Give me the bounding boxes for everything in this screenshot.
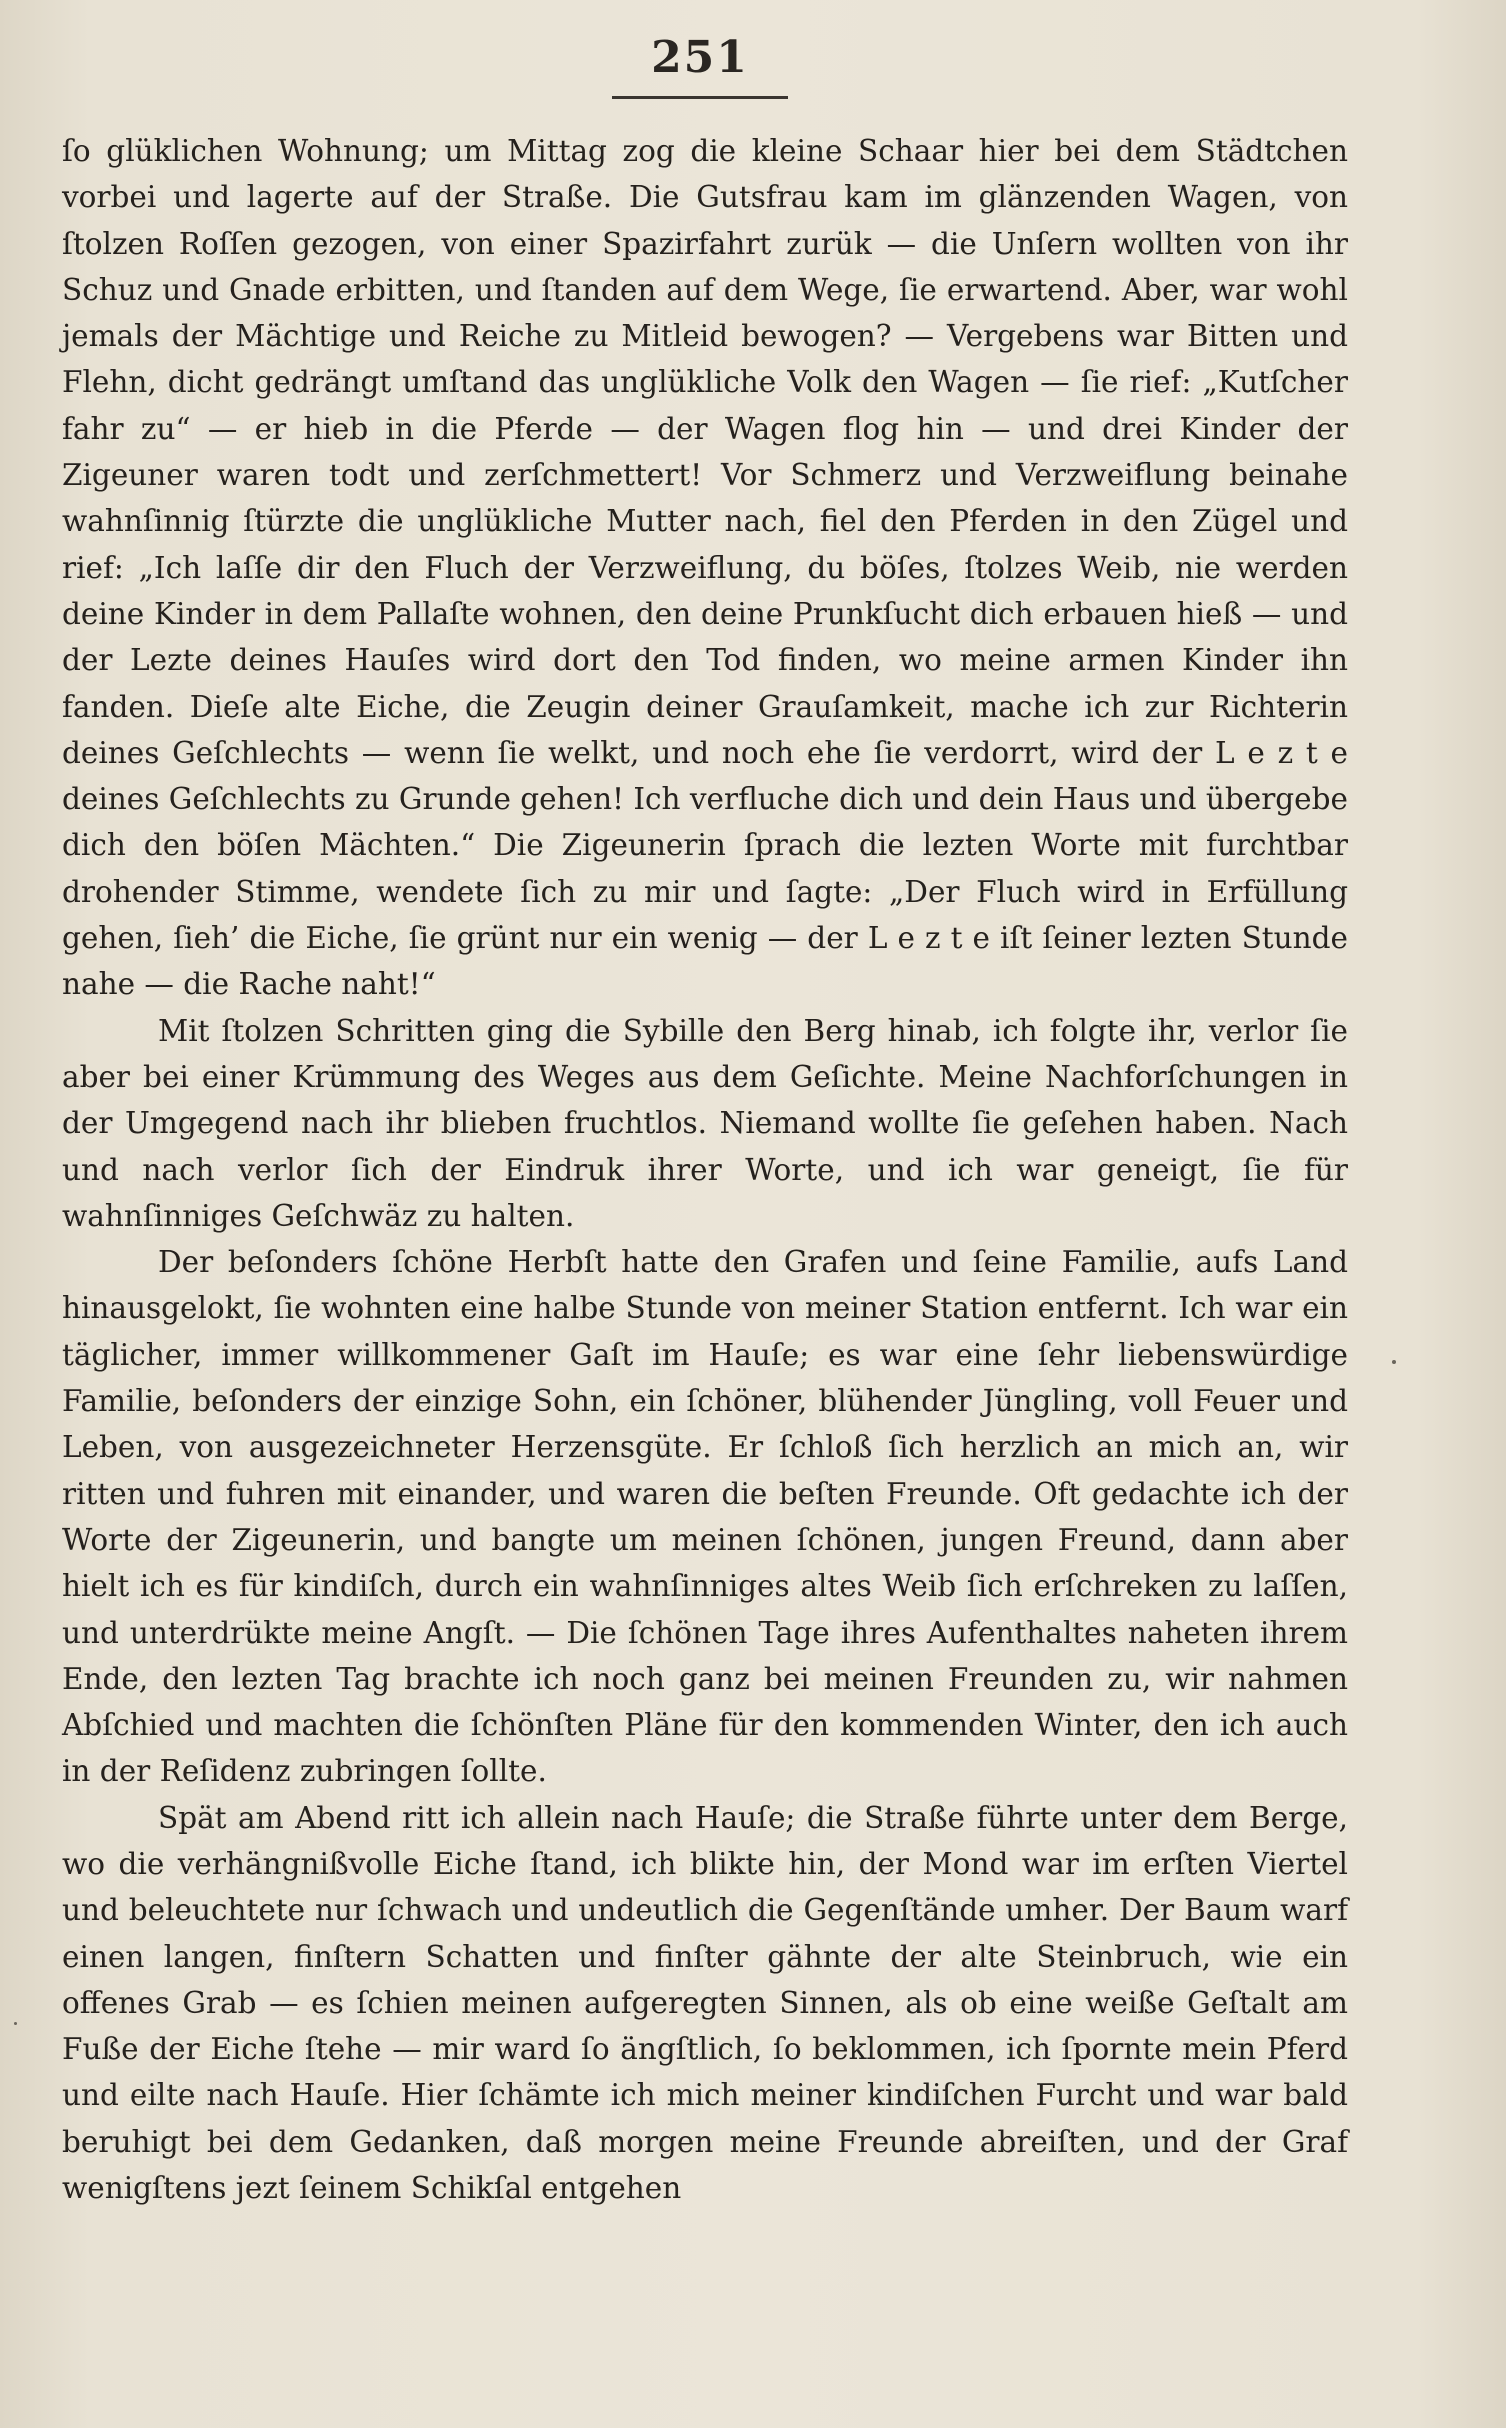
- paragraph-1: ſo glüklichen Wohnung; um Mittag zog die kleine Schaar hier bei dem Städtchen vorbei und lagerte auf der Straße. Die Gutsfrau kam im glänzenden Wagen, von ſtolzen Roſſen gezogen, von einer Spazirfahrt zurük — die Unſern wollten von ihr Schuz und Gnade erbitten, und ſtanden auf dem Wege, ſie erwartend. Aber, war wohl jemals der Mächtige und Reiche zu Mitleid bewogen? — Vergebens war Bitten und Flehn, dicht gedrängt umſtand das unglükliche Volk den Wagen — ſie rief: „Kutſcher fahr zu“ — er hieb in die Pferde — der Wagen flog hin — und drei Kinder der Zigeuner waren todt und zerſchmettert! Vor Schmerz und Verzweiflung beinahe wahnſinnig ſtürzte die unglükliche Mutter nach, fiel den Pferden in den Zügel und rief: „Ich laſſe dir den Fluch der Verzweiflung, du böſes, ſtolzes Weib, nie werden deine Kinder in dem Pallaſte wohnen, den deine Prunkſucht dich erbauen hieß — und der Lezte deines Hauſes wird dort den Tod finden, wo meine armen Kinder ihn fanden. Dieſe alte Eiche, die Zeugin deiner Grauſamkeit, mache ich zur Richterin deines Geſchlechts — wenn ſie welkt, und noch ehe ſie verdorrt, wird der L e z t e deines Geſchlechts zu Grunde gehen! Ich verfluche dich und dein Haus und übergebe dich den böſen Mächten.“ Die Zigeunerin ſprach die lezten Worte mit furchtbar drohender Stimme, wendete ſich zu mir und ſagte: „Der Fluch wird in Erfüllung gehen, ſieh’ die Eiche, ſie grünt nur ein wenig — der L e z t e iſt ſeiner lezten Stunde nahe — die Rache naht!“: [62, 134, 1348, 1002]
- paragraph-4: Spät am Abend ritt ich allein nach Hauſe; die Straße führte unter dem Berge, wo die verhängnißvolle Eiche ſtand, ich blikte hin, der Mond war im erſten Viertel und beleuchtete nur ſchwach und undeutlich die Gegenſtände umher. Der Baum warf einen langen, finſtern Schatten und finſter gähnte der alte Steinbruch, wie ein offenes Grab — es ſchien meinen aufgeregten Sinnen, als ob eine weiße Geſtalt am Fuße der Eiche ſtehe — mir ward ſo ängſtlich, ſo beklommen, ich ſpornte mein Pferd und eilte nach Hauſe. Hier ſchämte ich mich meiner kindiſchen Furcht und war bald beruhigt bei dem Gedanken, daß morgen meine Freunde abreiſten, und der Graf wenigſtens jezt ſeinem Schikſal entgehen: [62, 1800, 1348, 2206]
- page-number: 251: [651, 32, 749, 83]
- header-rule: [612, 96, 788, 99]
- body-text: [62, 128, 1348, 2211]
- paragraph-3: Der beſonders ſchöne Herbſt hatte den Grafen und ſeine Familie, aufs Land hinausgelokt, ſie wohnten eine halbe Stunde von meiner Station entfernt. Ich war ein täglicher, immer willkommener Gaſt im Hauſe; es war eine ſehr liebenswürdige Familie, beſonders der einzige Sohn, ein ſchöner, blühender Jüngling, voll Feuer und Leben, von ausgezeichneter Herzensgüte. Er ſchloß ſich herzlich an mich an, wir ritten und fuhren mit einander, und waren die beſten Freunde. Oft gedachte ich der Worte der Zigeunerin, und bangte um meinen ſchönen, jungen Freund, dann aber hielt ich es für kindiſch, durch ein wahnſinniges altes Weib ſich erſchreken zu laſſen, und unterdrükte meine Angſt. — Die ſchönen Tage ihres Aufenthaltes naheten ihrem Ende, den lezten Tag brachte ich noch ganz bei meinen Freunden zu, wir nahmen Abſchied und machten die ſchönſten Pläne für den kommenden Winter, den ich auch in der Reſidenz zubringen ſollte.: [62, 1245, 1348, 1789]
- paragraph-2: Mit ſtolzen Schritten ging die Sybille den Berg hinab, ich folgte ihr, verlor ſie aber bei einer Krümmung des Weges aus dem Geſichte. Meine Nachforſchungen in der Umgegend nach ihr blieben fruchtlos. Niemand wollte ſie geſehen haben. Nach und nach verlor ſich der Eindruk ihrer Worte, und ich war geneigt, ſie für wahnſinniges Geſchwäz zu halten.: [62, 1013, 1348, 1233]
- paper-speck: [1392, 1360, 1396, 1364]
- paper-speck: [14, 2022, 17, 2025]
